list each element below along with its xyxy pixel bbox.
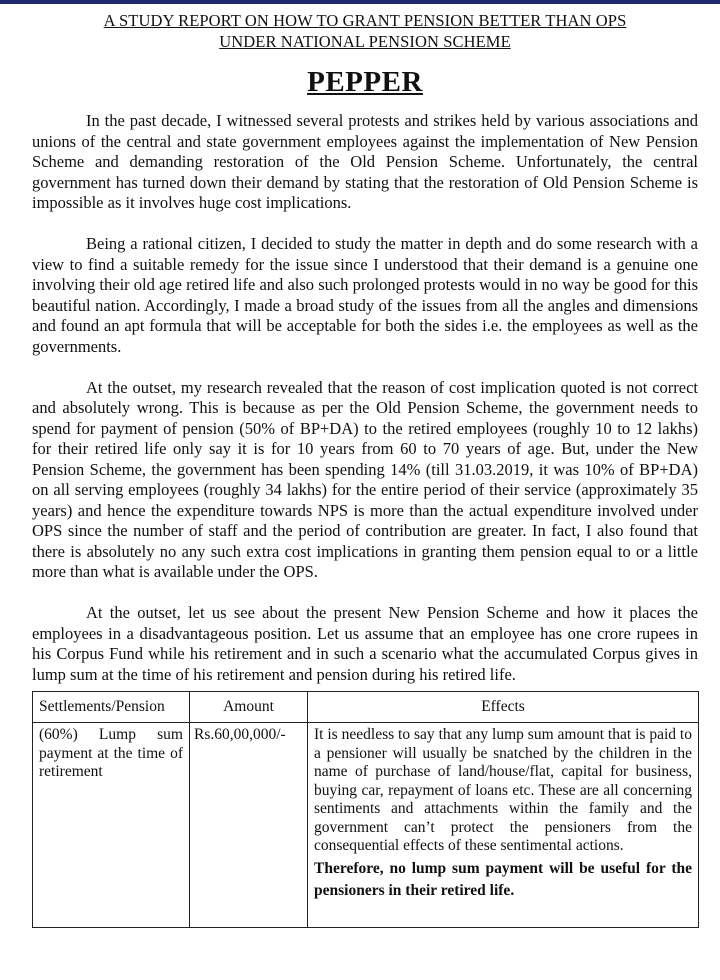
report-title-line-1: A STUDY REPORT ON HOW TO GRANT PENSION BETTER THAN OPS bbox=[103, 11, 627, 30]
cell-effect bbox=[308, 723, 699, 928]
header-settlements: Settlements/Pension bbox=[33, 692, 190, 723]
settlement-table bbox=[32, 691, 699, 928]
cell-settlement: (60%) Lump sum payment at the time of retirement bbox=[33, 723, 190, 928]
table-row bbox=[33, 723, 699, 928]
paragraph-3: At the outset, my research revealed that the reason of cost implication quoted is not correct and absolutely wrong. This is because as per the Old Pension Scheme, the government needs to spend for payment of pension (50% of BP+DA) to the retired employees (roughly 10 to 12 lakhs) for their retired life only say it is for 10 years from 60 to 70 years of age. But, under the New Pension Scheme, the government has been spending 14% (till 31.03.2019, it was 10% of BP+DA) on all serving employees (roughly 34 lakhs) for the entire period of their service (approximately 35 years) and hence the expenditure towards NPS is more than the actual expenditure involved under OPS since the number of staff and the period of contribution are greater. In fact, I also found that there is absolutely no any such extra cost implications in granting them pension equal to or a little more than what is available under the OPS. bbox=[32, 377, 698, 581]
cell-amount: Rs.60,00,000/- bbox=[190, 723, 308, 928]
page-heading: PEPPER bbox=[307, 66, 423, 98]
paragraph-2: Being a rational citizen, I decided to study the matter in depth and do some research with a view to find a suitable remedy for the issue since I understood that their demand is a genuine one involving their old age retired life and also such prolonged protests would in no way be good for this beautiful nation. Accordingly, I made a broad study of the issues from all the angles and dimensions and found an apt formula that will be acceptable for both the sides i.e. the employees as well as the governments. bbox=[32, 234, 698, 356]
top-accent-bar bbox=[0, 0, 720, 4]
table-header-row bbox=[33, 692, 699, 723]
report-title-line-2: UNDER NATIONAL PENSION SCHEME bbox=[219, 32, 511, 51]
effect-text: It is needless to say that any lump sum amount that is paid to a pensioner will usually be snatched by the children in the name of purchase of land/house/flat, capital for business, buying car, repayment of loans etc. These are all concerning sentiments and attachments within the family and the government can’t protect the pensioners from the consequential effects of these sentimental actions. bbox=[314, 726, 692, 854]
header-amount: Amount bbox=[190, 692, 308, 723]
paragraph-4: At the outset, let us see about the present New Pension Scheme and how it places the employees in a disadvantageous position. Let us assume that an employee has one crore rupees in his Corpus Fund while his retirement and in such a scenario what the accumulated Corpus gives in lump sum at the time of his retirement and pension during his retired life. bbox=[32, 603, 698, 684]
header-effects: Effects bbox=[308, 692, 699, 723]
document-page bbox=[32, 10, 698, 928]
paragraph-1: In the past decade, I witnessed several protests and strikes held by various associations and unions of the central and state government employees against the implementation of New Pension Scheme and demanding restoration of the Old Pension Scheme. Unfortunately, the central government has turned down their demand by stating that the restoration of Old Pension Scheme is impossible as it involves huge cost implications. bbox=[32, 111, 698, 212]
effect-conclusion: Therefore, no lump sum payment will be useful for the pensioners in their retired life. bbox=[314, 859, 692, 899]
